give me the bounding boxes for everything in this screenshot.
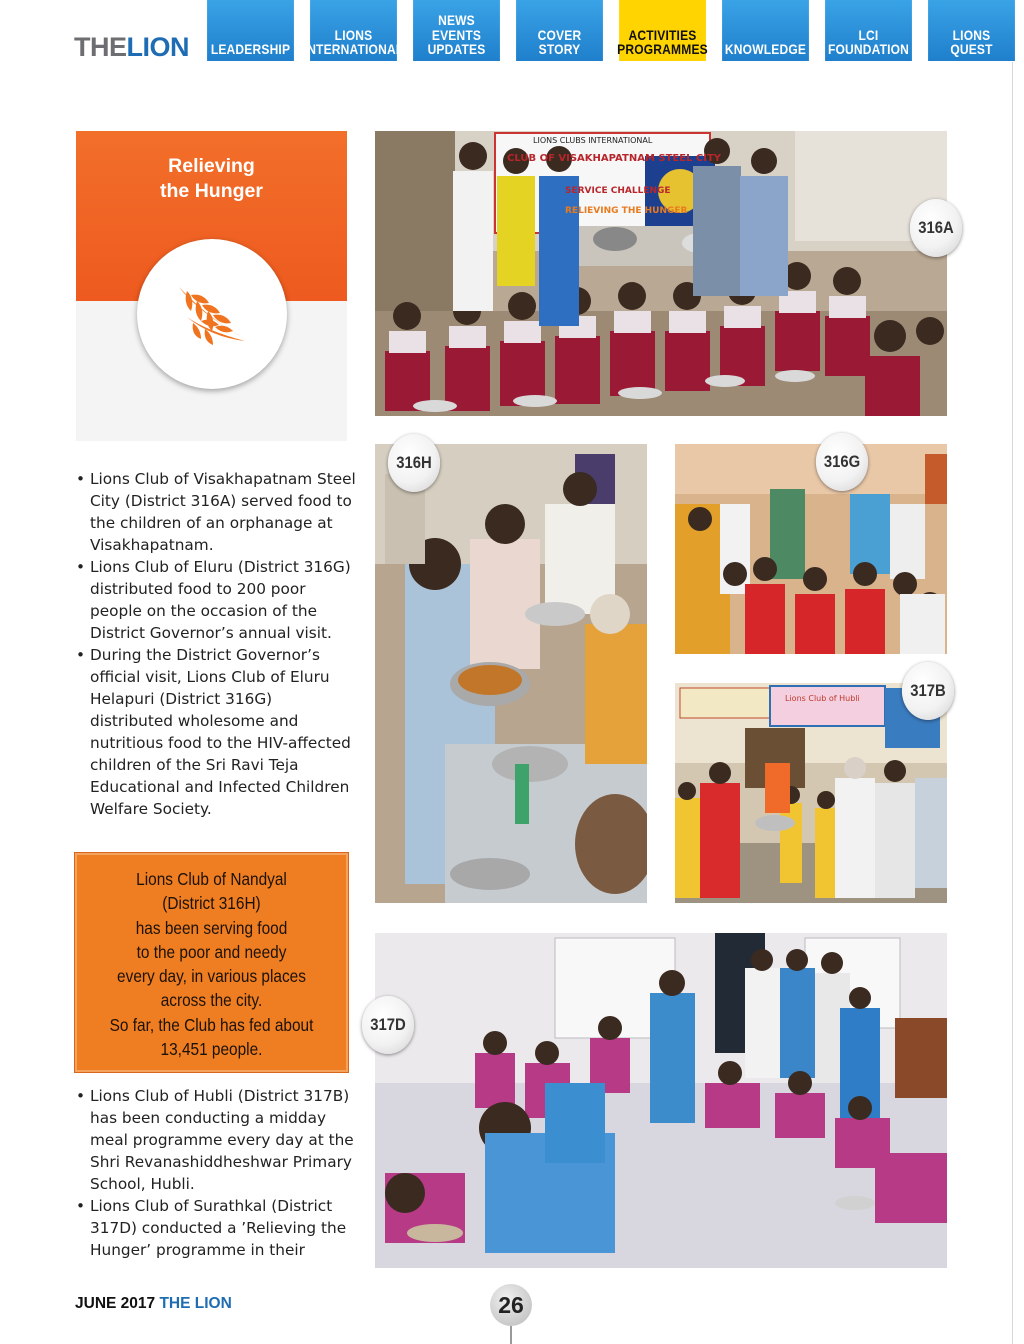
photo-316h bbox=[375, 444, 647, 903]
photo-316a bbox=[375, 131, 947, 416]
logo-the: THE bbox=[74, 32, 127, 62]
nav-tab-label: LIONS INTERNATIONAL bbox=[303, 26, 404, 58]
feature-icon-circle bbox=[137, 239, 287, 389]
nav-tab-knowledge[interactable] bbox=[722, 0, 809, 61]
footer-brand: THE LION bbox=[159, 1295, 232, 1312]
nav-tab-lions-quest[interactable] bbox=[928, 0, 1015, 61]
nav-tab-label: LEADERSHIP bbox=[210, 41, 291, 58]
wheat-icon bbox=[157, 259, 267, 369]
page-tick-mark bbox=[510, 1326, 512, 1344]
nav-tab-activities-programmes[interactable] bbox=[619, 0, 706, 61]
list-item: • Lions Club of Eluru (District 316G) distributed food to 200 poor people on the occasion of the District Governor’s annual visit. bbox=[76, 556, 356, 644]
masthead bbox=[0, 0, 1024, 62]
section-nav bbox=[200, 0, 1022, 61]
district-badge: 316H bbox=[388, 434, 440, 492]
nav-tab-label: LCI FOUNDATION bbox=[827, 26, 910, 58]
nav-tab-news-events-updates[interactable] bbox=[413, 0, 500, 61]
list-item: • Lions Club of Hubli (District 317B) has been conducting a midday meal programme every day at the Shri Revanashiddheshwar Primary School, Hubli. bbox=[76, 1085, 356, 1195]
photo-316g bbox=[675, 444, 947, 654]
photo-317d bbox=[375, 933, 947, 1268]
magazine-logo[interactable] bbox=[74, 34, 189, 61]
nav-tab-lci-foundation[interactable] bbox=[825, 0, 912, 61]
activity-list-top bbox=[76, 468, 356, 820]
nav-tab-label: KNOWLEDGE bbox=[724, 41, 807, 58]
page-edge-divider bbox=[1012, 62, 1013, 1344]
photo-317b bbox=[675, 683, 947, 903]
list-item: • Lions Club of Visakhapatnam Steel City (District 316A) served food to the children of an orphanage at Visakhapatnam. bbox=[76, 468, 356, 556]
banner-line: LIONS CLUBS INTERNATIONAL bbox=[533, 136, 653, 145]
banner-line: RELIEVING THE HUNGER bbox=[565, 206, 688, 216]
district-badge: 317B bbox=[902, 662, 954, 720]
feature-panel bbox=[76, 131, 347, 441]
banner-line: SERVICE CHALLENGE bbox=[565, 186, 671, 196]
banner-line: CLUB OF VISAKHAPATNAM STEEL CITY bbox=[507, 153, 722, 164]
district-badge: 317D bbox=[362, 996, 414, 1054]
nav-tab-label: COVER STORY bbox=[537, 26, 582, 58]
issue-date: JUNE 2017 bbox=[75, 1295, 156, 1312]
logo-lion: LION bbox=[126, 32, 189, 62]
activity-list-bottom bbox=[76, 1085, 356, 1261]
highlight-callout bbox=[75, 853, 348, 1072]
nav-tab-cover-story[interactable] bbox=[516, 0, 603, 61]
footer-issue bbox=[75, 1295, 232, 1313]
banner-line: Lions Club of Hubli bbox=[785, 694, 860, 703]
feature-title: Relieving the Hunger bbox=[160, 155, 263, 202]
page-number: 26 bbox=[490, 1284, 532, 1326]
nav-tab-leadership[interactable] bbox=[207, 0, 294, 61]
nav-tab-label: ACTIVITIES PROGRAMMES bbox=[617, 26, 708, 58]
nav-tab-lions-international[interactable] bbox=[303, 0, 404, 61]
district-badge: 316A bbox=[910, 199, 962, 257]
nav-tab-label: LIONS QUEST bbox=[950, 26, 993, 58]
list-item: • During the District Governor’s official visit, Lions Club of Eluru Helapuri (District 316G) distributed wholesome and nutritious food to the HIV-affected children of the Sri Ravi Teja Educational and Infected Children Welfare Society. bbox=[76, 644, 356, 820]
list-item: • Lions Club of Surathkal (District 317D) conducted a ’Relieving the Hunger’ programme in their bbox=[76, 1195, 356, 1261]
district-badge: 316G bbox=[816, 433, 868, 491]
highlight-text: Lions Club of Nandyal (District 316H) has been serving food to the poor and needy every day, in various places across the city. So far, the Club has fed about 13,451 people. bbox=[109, 869, 314, 1060]
nav-tab-label: NEWS EVENTS UPDATES bbox=[427, 11, 486, 58]
